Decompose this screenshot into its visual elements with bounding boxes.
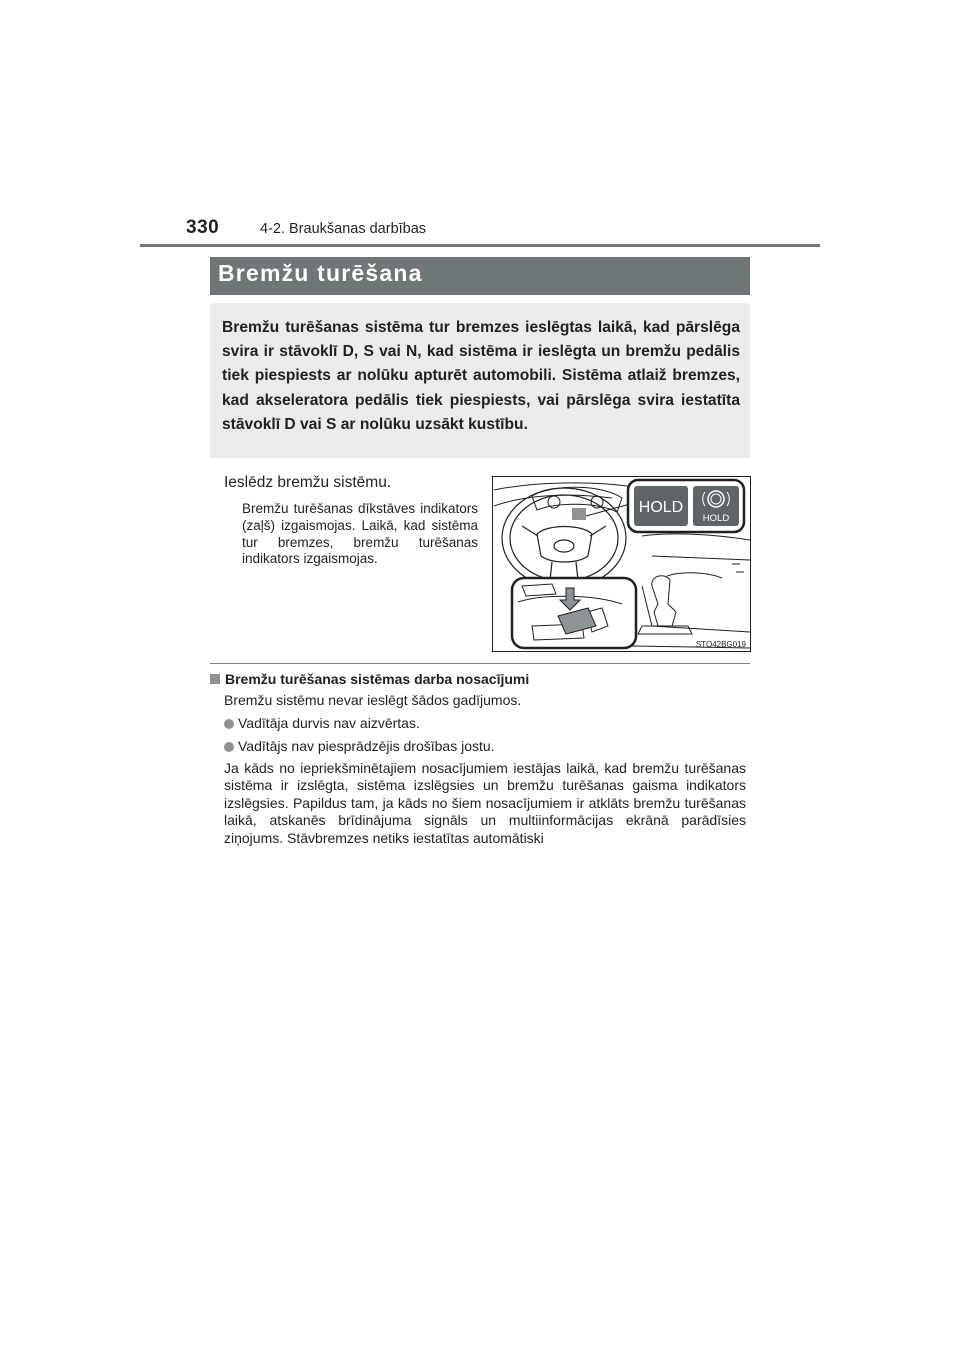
- intro-box: [210, 303, 750, 458]
- section-header: 4-2. Braukšanas darbības: [260, 221, 427, 237]
- list-item-text: Vadītāja durvis nav aizvērtas.: [238, 715, 420, 731]
- page-title: Bremžu turēšana: [218, 260, 423, 286]
- illustration-code: STO42BG019: [695, 640, 746, 649]
- page-number: 330: [186, 217, 220, 238]
- dashboard-drawing: [492, 476, 751, 652]
- intro-text: Bremžu turēšanas sistēma tur bremzes ieslēgtas laikā, kad pārslēga svira ir stāvoklī D, S vai N, kad sistēma ir ieslēgta un bremžu pedālis tiek piespiests ar nolūku apturēt automobili. Sistēma atlaiž bremzes, kad akseleratora pedālis tiek piespiests, vai pārslēga svira iestatīta stāvoklī D vai S ar nolūku uzsākt kustību.: [222, 319, 740, 433]
- square-bullet-icon: [210, 674, 220, 684]
- circle-bullet-icon: [224, 742, 234, 752]
- conditions-paragraph: Ja kāds no iepriekšminētajiem nosacījumiem iestājas laikā, kad bremžu turēšanas sistēma ir izslēgta, sistēma izslēgsies un bremžu turēšanas gaisma indikators izslēgsies. Papildus tam, ja kāds no šiem nosacījumiem ir atklāts bremžu turēšanas laikā, atskanēs brīdinājuma signāls un multiinformācijas ekrānā parādīsies ziņojums. Stāvbremzes netiks iestatītas automātiski: [224, 760, 746, 846]
- list-item: [224, 738, 495, 754]
- header-divider: [140, 244, 820, 247]
- list-item: [224, 715, 420, 731]
- title-bar: [210, 257, 750, 295]
- conditions-heading-text: Bremžu turēšanas sistēmas darba nosacījumi: [225, 671, 530, 687]
- list-item-text: Vadītājs nav piesprādzējis drošības jostu.: [238, 738, 495, 754]
- step-text: Ieslēdz bremžu sistēmu.: [224, 474, 392, 491]
- hold-button-label: HOLD: [638, 499, 684, 516]
- conditions-intro: Bremžu sistēmu nevar ieslēgt šādos gadījumos.: [224, 692, 522, 708]
- dashboard-illustration: [492, 476, 751, 652]
- step-note: Bremžu turēšanas dīkstāves indikators (zaļš) izgaismojas. Laikā, kad sistēma tur bremzes, bremžu turēšanas indikators izgaismojas.: [242, 501, 478, 567]
- section-divider: [210, 663, 750, 664]
- hold-indicator-label: HOLD: [702, 513, 730, 524]
- circle-bullet-icon: [224, 719, 234, 729]
- conditions-heading: [210, 671, 529, 687]
